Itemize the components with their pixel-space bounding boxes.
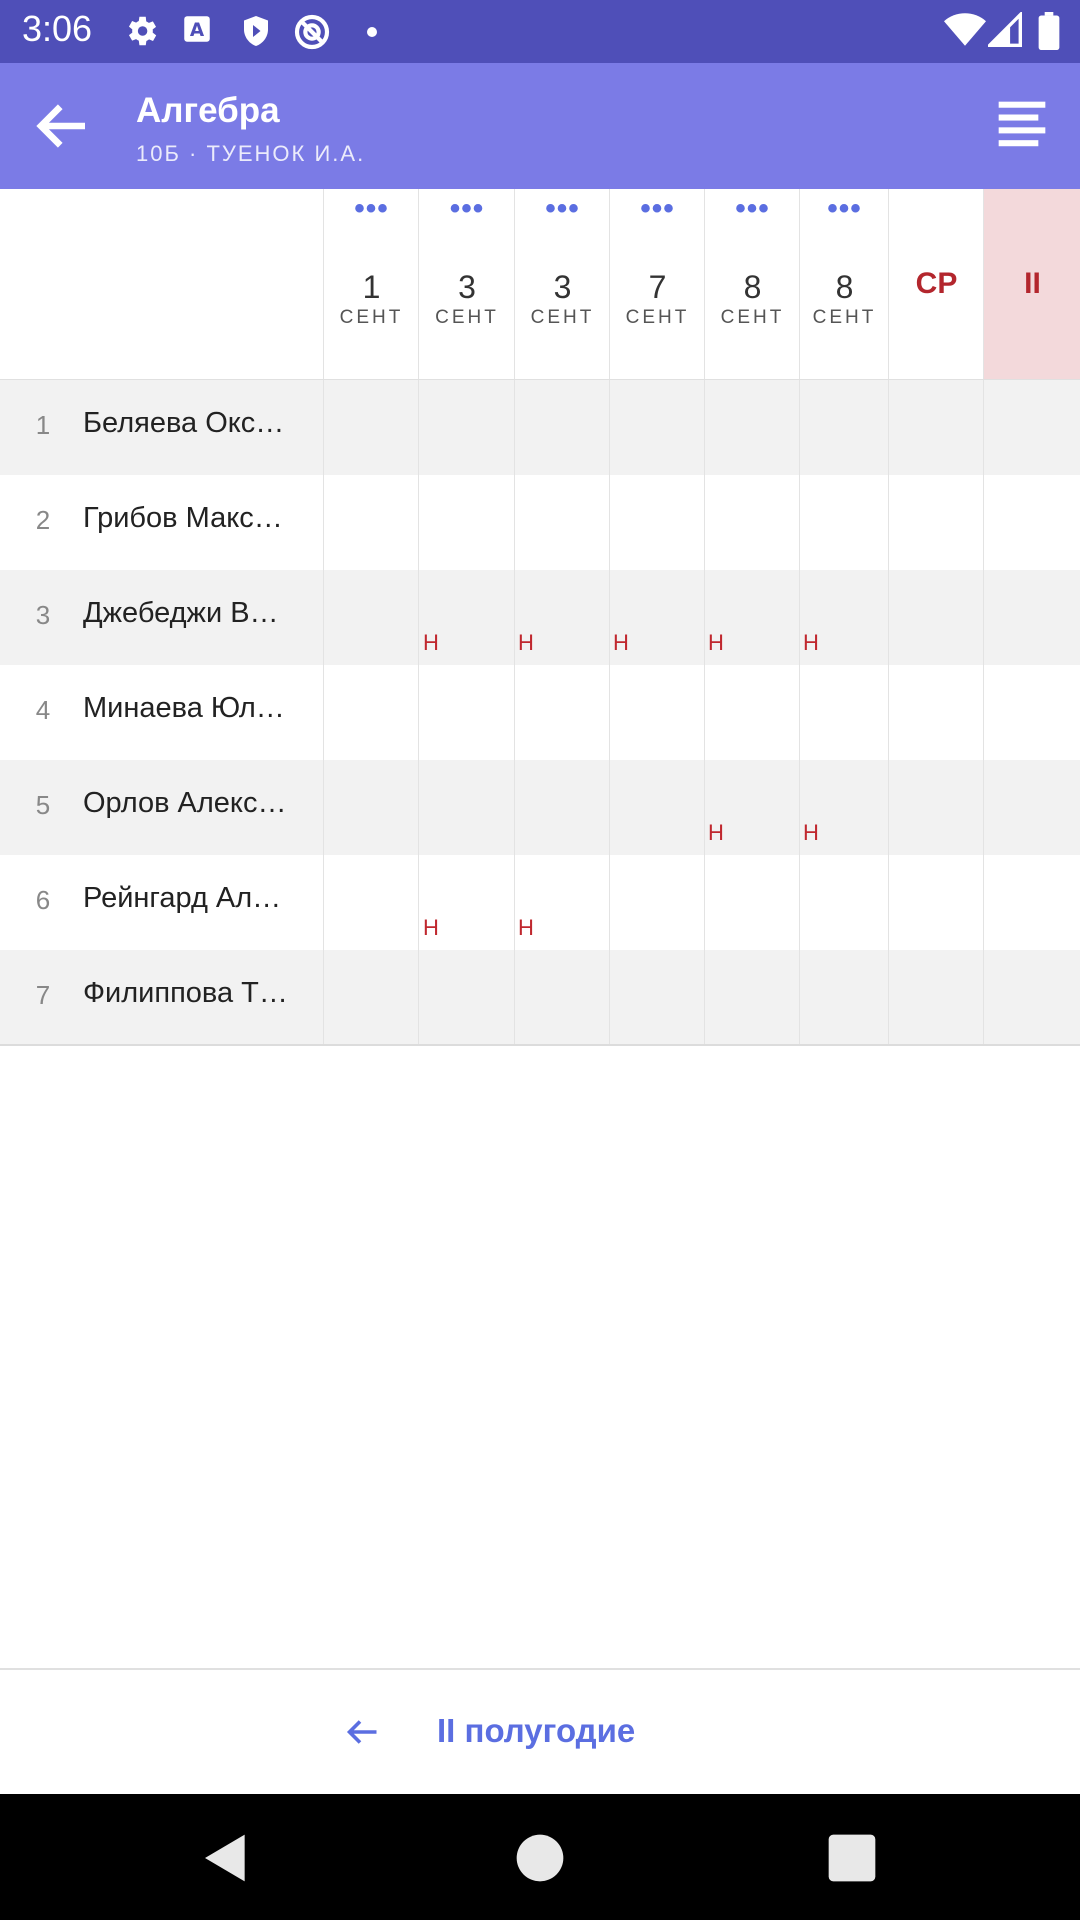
font-a-icon (180, 12, 214, 46)
row-number: 4 (35, 695, 51, 725)
page-title: Алгебра (136, 91, 280, 130)
student-name: Орлов Алекс… (83, 787, 287, 819)
date-column-6[interactable] (799, 189, 889, 379)
menu-lines-icon[interactable] (994, 97, 1050, 153)
home-circle-icon[interactable] (512, 1830, 568, 1886)
row-number: 6 (35, 885, 51, 915)
absence-mark[interactable]: Н (803, 820, 819, 845)
system-nav-bar (0, 1794, 1080, 1920)
date-column-5[interactable] (704, 189, 800, 379)
column-day: 7 (648, 269, 667, 305)
term-column-label: II (1024, 267, 1041, 300)
table-row[interactable] (0, 475, 1080, 570)
column-month: СЕНТ (625, 307, 690, 328)
table-row[interactable] (0, 665, 1080, 760)
column-month: СЕНТ (339, 307, 404, 328)
status-time: 3:06 (22, 8, 93, 49)
grid-divider (0, 1044, 1080, 1046)
absence-mark[interactable]: Н (708, 820, 724, 845)
period-label[interactable]: II полугодие (437, 1712, 636, 1749)
column-menu-icon[interactable]: ••• (545, 192, 580, 225)
absence-mark[interactable]: Н (423, 630, 439, 655)
column-day: 1 (362, 269, 381, 305)
column-month: СЕНТ (530, 307, 595, 328)
dot-icon (366, 26, 378, 38)
average-column-label: СР (915, 267, 958, 300)
column-day: 8 (743, 269, 762, 305)
absence-mark[interactable]: Н (518, 915, 534, 940)
column-month: СЕНТ (720, 307, 785, 328)
row-number: 1 (35, 410, 51, 440)
student-name: Филиппова Т… (83, 977, 288, 1009)
column-menu-icon[interactable]: ••• (449, 192, 485, 225)
average-column (888, 189, 984, 379)
table-row[interactable] (0, 570, 1080, 665)
term-column (983, 189, 1080, 379)
grades-header (0, 189, 1080, 381)
period-switcher (0, 1668, 1080, 1796)
at-sign-icon (292, 12, 332, 52)
recents-square-icon[interactable] (824, 1830, 880, 1886)
arrow-left-icon[interactable] (30, 93, 96, 159)
column-menu-icon[interactable]: ••• (735, 192, 770, 225)
svg-text:A: A (189, 20, 205, 42)
app-bar (0, 63, 1080, 189)
page-subtitle: 10Б · ТУЕНОК И.А. (136, 141, 366, 166)
arrow-left-icon[interactable] (345, 1714, 381, 1750)
row-number: 3 (35, 600, 51, 630)
row-number: 7 (35, 980, 51, 1010)
absence-mark[interactable]: Н (803, 630, 819, 655)
column-month: СЕНТ (812, 307, 877, 328)
row-number: 2 (35, 505, 51, 535)
table-row[interactable] (0, 760, 1080, 855)
column-menu-icon[interactable]: ••• (640, 192, 675, 225)
column-day: 8 (835, 269, 854, 305)
absence-mark[interactable]: Н (708, 630, 724, 655)
column-menu-icon[interactable]: ••• (827, 192, 862, 225)
table-row[interactable] (0, 855, 1080, 950)
student-name: Джебеджи В… (83, 597, 279, 629)
column-month: СЕНТ (435, 307, 499, 328)
shield-play-icon (238, 12, 274, 50)
date-column-3[interactable] (514, 189, 610, 379)
table-row[interactable] (0, 380, 1080, 475)
column-day: 3 (553, 269, 572, 305)
student-name: Минаева Юл… (83, 692, 285, 724)
student-name: Рейнгард Ал… (83, 882, 282, 914)
student-name: Беляева Окс… (83, 407, 285, 439)
table-row[interactable] (0, 950, 1080, 1045)
signal-icon (988, 12, 1022, 48)
date-column-2[interactable] (418, 189, 515, 379)
status-bar (0, 0, 1080, 63)
date-column-4[interactable] (609, 189, 705, 379)
back-triangle-icon[interactable] (198, 1830, 254, 1886)
student-name: Грибов Макс… (83, 502, 283, 534)
gear-icon (122, 12, 160, 50)
absence-mark[interactable]: Н (518, 630, 534, 655)
date-column-1[interactable] (323, 189, 419, 379)
column-day: 3 (458, 269, 476, 305)
column-menu-icon[interactable]: ••• (354, 192, 389, 225)
absence-mark[interactable]: Н (613, 630, 629, 655)
absence-mark[interactable]: Н (423, 915, 439, 940)
wifi-icon (944, 12, 986, 48)
row-number: 5 (35, 790, 51, 820)
battery-icon (1038, 12, 1060, 50)
